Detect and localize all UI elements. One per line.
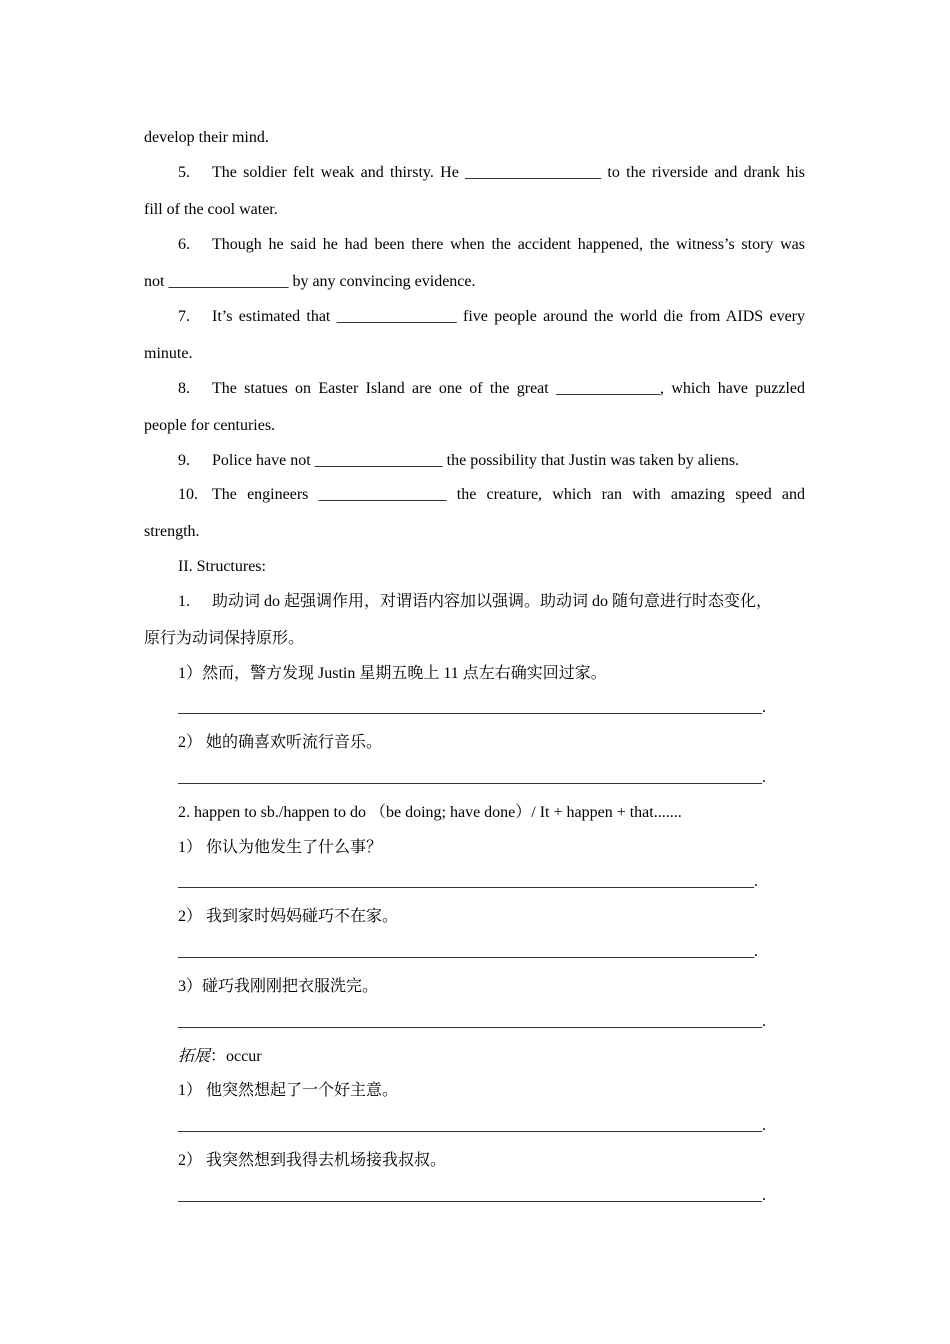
ext-item1-prompt: 1） 他突然想起了一个好主意。 (178, 1082, 399, 1099)
q8-text: The statues on Easter Island are one of the great _____________, which have puzzled (212, 380, 805, 397)
extension-colon: ： (210, 1048, 227, 1065)
ext-item2-answer-line[interactable]: _________________________________________________________________________. (178, 1187, 766, 1204)
s2-item3-prompt: 3）碰巧我刚刚把衣服洗完。 (178, 978, 379, 995)
s1-item1-answer-line[interactable]: _________________________________________________________________________. (178, 699, 766, 716)
q7-line1 (178, 307, 805, 327)
s2-item2-prompt: 2） 我到家时妈妈碰巧不在家。 (178, 908, 399, 925)
q5-line2: fill of the cool water. (144, 201, 278, 218)
q10-line1 (178, 485, 805, 505)
s1-item1-prompt: 1）然而，警方发现 Justin 星期五晚上 11 点左右确实回过家。 (178, 665, 607, 682)
ext-item1-answer-line[interactable]: _________________________________________________________________________. (178, 1117, 766, 1134)
extension-word: occur (226, 1048, 262, 1065)
q10-text: The engineers ________________ the creature, which ran with amazing speed and (212, 486, 805, 503)
q6-text: Though he said he had been there when the accident happened, the witness’s story was (212, 236, 805, 253)
ext-item2-prompt: 2） 我突然想到我得去机场接我叔叔。 (178, 1152, 447, 1169)
q5-line1 (178, 163, 805, 183)
q5-number: 5. (178, 164, 190, 181)
q9-text: Police have not ________________ the possibility that Justin was taken by aliens. (212, 452, 740, 469)
q7-text: It’s estimated that _______________ five people around the world die from AIDS every (212, 308, 805, 325)
structure2-heading: 2. happen to sb./happen to do （be doing; have done）/ It + happen + that....... (178, 804, 682, 821)
s2-item1-answer-line[interactable]: ________________________________________________________________________. (178, 873, 758, 890)
q8-number: 8. (178, 380, 190, 397)
q4-tail: develop their mind. (144, 129, 269, 146)
s2-item1-prompt: 1） 你认为他发生了什么事？ (178, 839, 383, 856)
q10-line2: strength. (144, 523, 200, 540)
s2-item3-answer-line[interactable]: _________________________________________________________________________. (178, 1013, 766, 1030)
q8-line1 (178, 379, 805, 399)
q7-number: 7. (178, 308, 190, 325)
q9-line1 (178, 451, 739, 471)
s2-item2-answer-line[interactable]: ________________________________________________________________________. (178, 943, 758, 960)
q6-line2: not _______________ by any convincing evidence. (144, 273, 476, 290)
q7-line2: minute. (144, 345, 193, 362)
extension-heading (178, 1047, 262, 1067)
q8-line2: people for centuries. (144, 417, 276, 434)
q6-number: 6. (178, 236, 190, 253)
s1-item2-prompt: 2） 她的确喜欢听流行音乐。 (178, 734, 383, 751)
q5-text: The soldier felt weak and thirsty. He _________________ to the riverside and drank his (212, 164, 805, 181)
structure1-text: 助动词 do 起强调作用，对谓语内容加以强调。助动词 do 随句意进行时态变化， (212, 593, 773, 610)
structure1-line1 (178, 592, 772, 612)
structure1-number: 1. (178, 593, 190, 610)
structures-heading: II. Structures: (178, 558, 266, 575)
q9-number: 9. (178, 452, 190, 469)
structure1-line2: 原行为动词保持原形。 (144, 630, 305, 647)
q6-line1 (178, 235, 805, 255)
s1-item2-answer-line[interactable]: _________________________________________________________________________. (178, 769, 766, 786)
extension-label: 拓展 (178, 1048, 211, 1065)
q10-number: 10. (178, 486, 198, 503)
